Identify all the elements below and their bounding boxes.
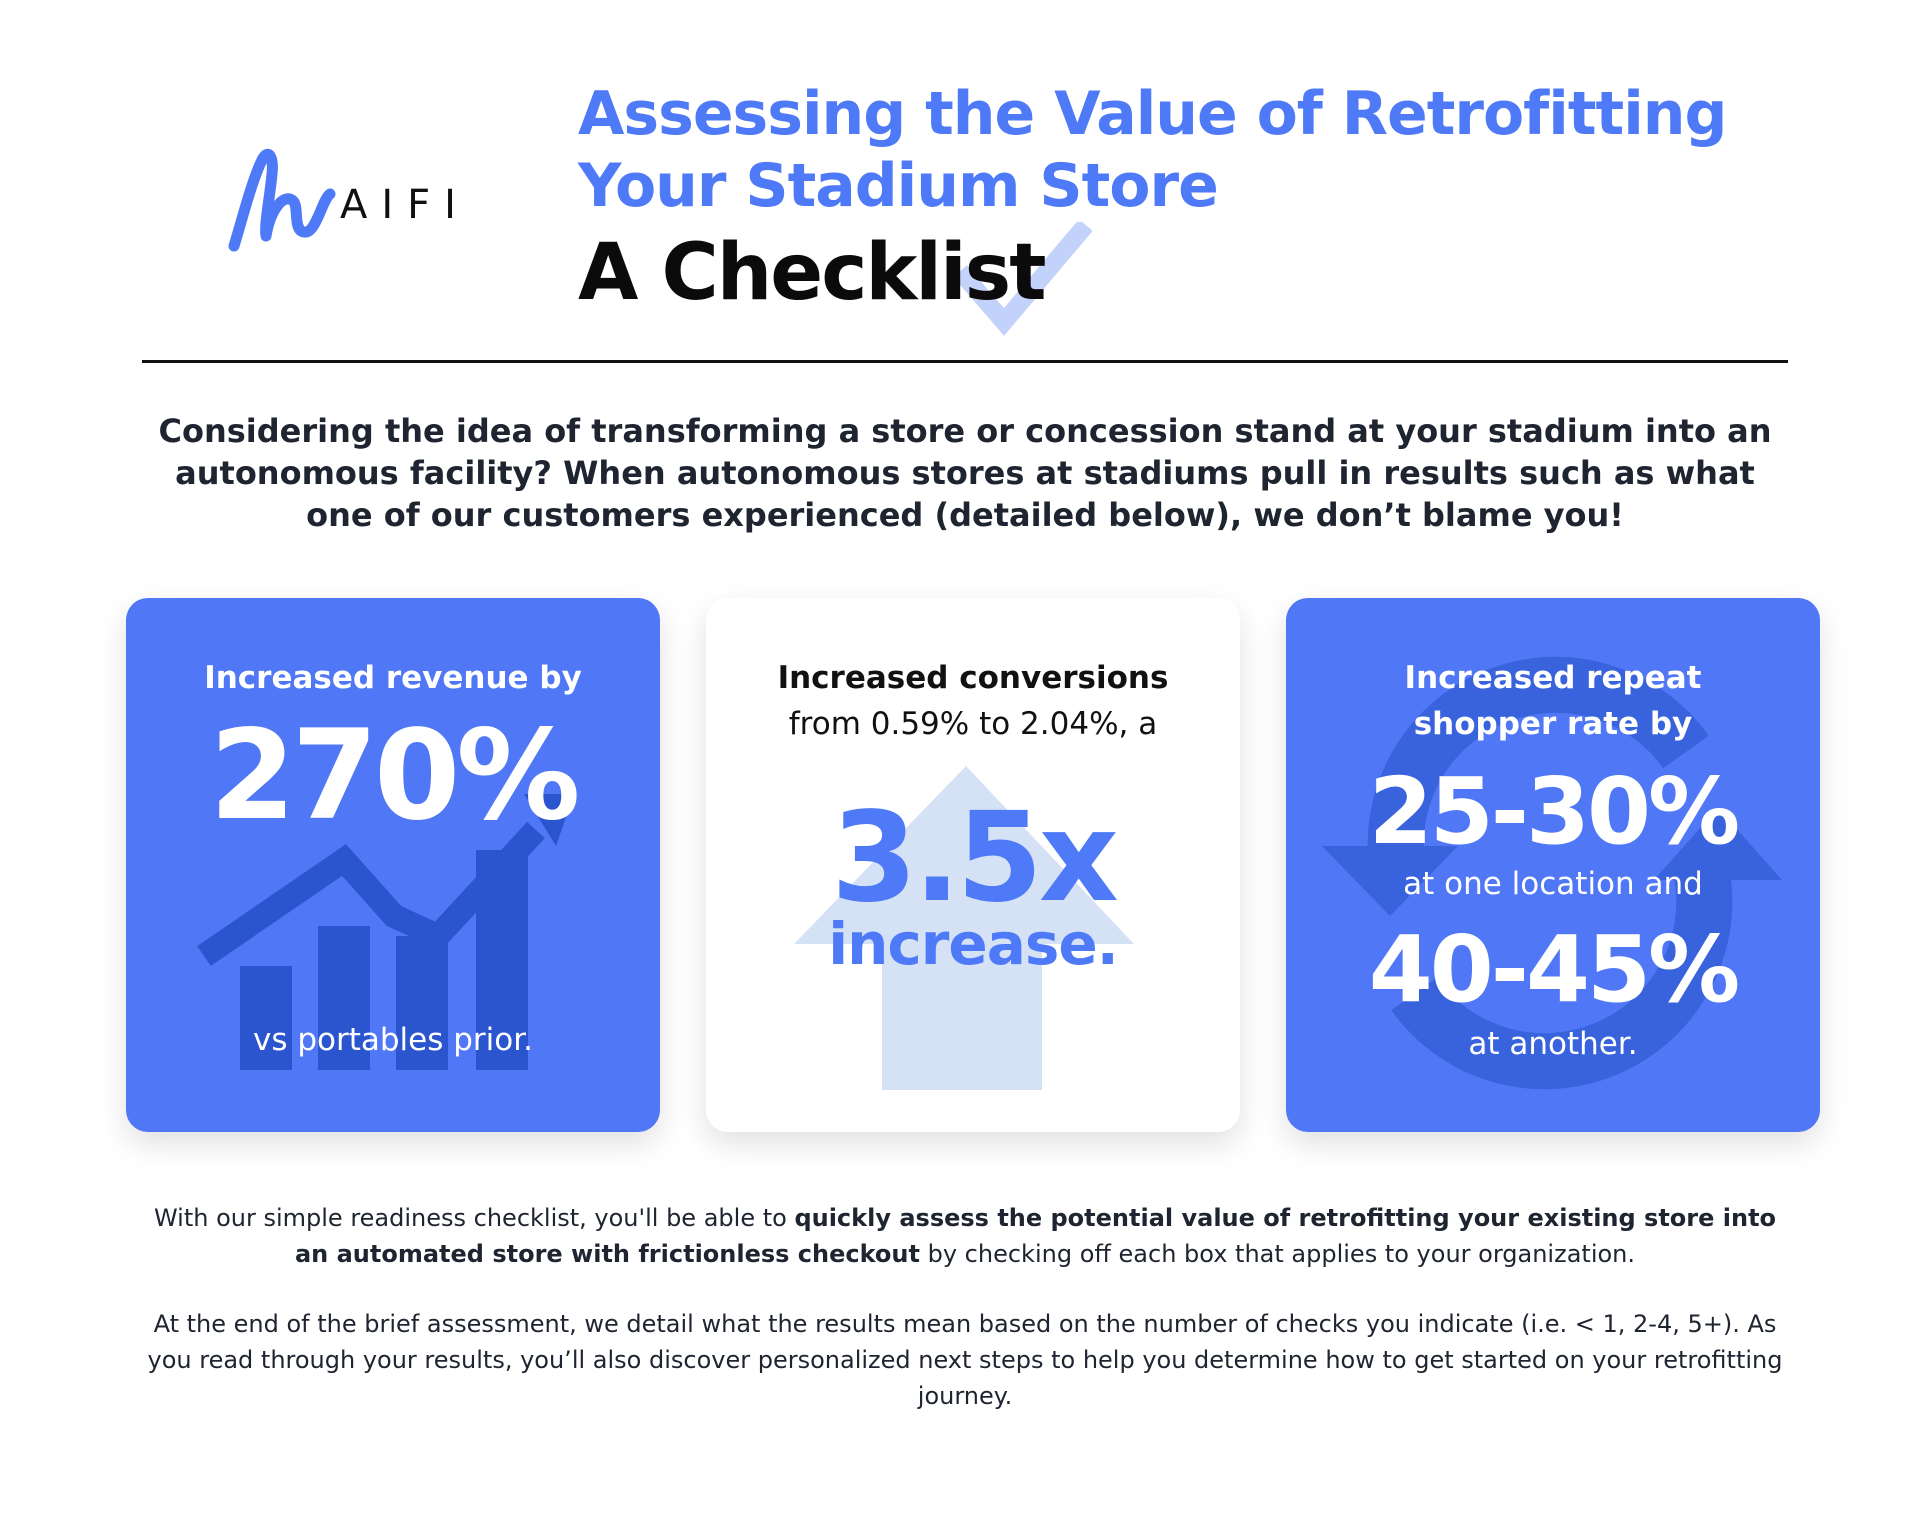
conversions-label: from 0.59% to 2.04%, a — [788, 706, 1158, 742]
assessment-description: At the end of the brief assessment, we detail what the results mean based on the number of checks you indicate (i.e. < 1, 2-4, 5+). As you read through your results, you’ll also discover personalized next steps to help you determine how to get started on your retrofitting journey. — [147, 1310, 1783, 1410]
intro-text: Considering the idea of transforming a store or concession stand at your stadium into an autonomous facility? When autonomous stores at stadiums pull in results such as what one of our customers experienced (detailed below), we don’t blame you! — [158, 412, 1772, 534]
paragraph-1-part-2: by checking off each box that applies to your organization. — [919, 1240, 1636, 1268]
stat-card-revenue — [126, 598, 660, 1132]
repeat-footer: at another. — [1468, 1026, 1638, 1062]
aifi-wave-icon — [222, 140, 342, 260]
revenue-footer: vs portables prior. — [252, 1022, 533, 1058]
checklist-description — [140, 1200, 1790, 1272]
page-title — [578, 78, 1818, 222]
revenue-value: 270% — [209, 704, 577, 848]
aifi-logo — [222, 140, 522, 260]
stat-card-conversions — [706, 598, 1240, 1132]
conversions-label-bold: Increased conversions — [777, 660, 1169, 696]
stat-card-repeat-shoppers — [1286, 598, 1820, 1132]
page-subtitle: A Checklist — [578, 228, 1045, 318]
repeat-label-line-1: Increased repeat — [1404, 660, 1702, 696]
conversions-value: 3.5x — [831, 786, 1115, 930]
revenue-label: Increased revenue by — [204, 660, 582, 696]
header-divider — [142, 360, 1788, 363]
repeat-value-2: 40-45% — [1368, 916, 1738, 1023]
paragraph-1-bold: quickly assess the potential value of retrofitting your existing store into an automated store with frictionless checkout — [294, 1204, 1777, 1268]
title-line-1: Assessing the Value of Retrofitting — [578, 79, 1727, 149]
conversions-value-suffix: increase. — [828, 910, 1118, 978]
paragraph-1-part-1: With our simple readiness checklist, you'll be able to — [153, 1204, 795, 1232]
repeat-label-line-2: shopper rate by — [1413, 706, 1693, 742]
logo-text: AIFI — [340, 182, 470, 228]
title-line-2: Your Stadium Store — [578, 151, 1218, 221]
repeat-mid-text: at one location and — [1403, 866, 1703, 902]
repeat-value-1: 25-30% — [1368, 758, 1738, 865]
